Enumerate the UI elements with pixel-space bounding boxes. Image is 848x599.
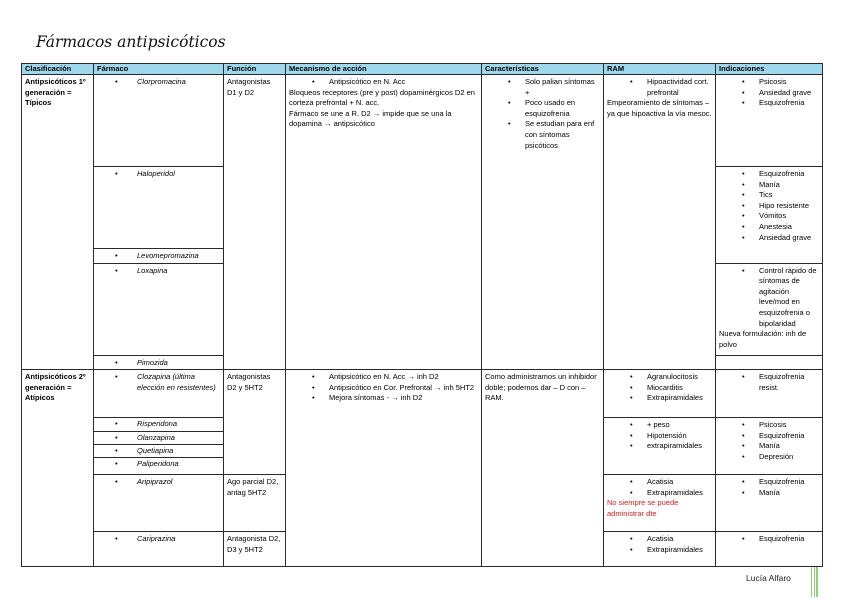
funcion-atipicos: Antagonistas D2 y 5HT2 — [224, 370, 286, 475]
list-item: • Ansiedad grave — [759, 88, 819, 99]
indicaciones-cell — [716, 418, 823, 475]
list-item: • Miocarditis — [647, 383, 712, 394]
author-name: Lucía Alfaro — [746, 573, 791, 583]
drug-pimozida: • Pimozida — [137, 358, 220, 369]
farmaco-cell — [94, 418, 224, 475]
list-item: • Antipsicótico en Cor. Prefrontal → inh 5HT2 — [329, 383, 478, 394]
funcion-aripiprazol: Ago parcial D2, antag 5HT2 — [224, 475, 286, 532]
table-row — [22, 370, 823, 418]
drug-olanzapina: • Olanzapina — [137, 432, 220, 444]
list-item: • Esquizofrenia — [759, 169, 819, 180]
drug-clorpromacina: • Clorpromacina — [137, 77, 220, 88]
list-item: • Agranulocitosis — [647, 372, 712, 383]
farmaco-cell — [94, 263, 224, 355]
ram-cell — [604, 370, 716, 418]
mecanismo-item: • Antipsicótico en N. Acc — [329, 77, 478, 88]
list-item: • Ansiedad grave — [759, 233, 819, 244]
ram-text: Empeoramiento de síntomas –ya que hipoactiva la vía mesoc. — [607, 98, 712, 118]
list-item: • Extrapiramidales — [647, 393, 712, 404]
list-item: • Hipo resistente — [759, 201, 819, 212]
ram-item: • Hipoactividad cort. prefrontal — [647, 77, 712, 98]
drug-haloperidol: • Haloperidol — [137, 169, 220, 180]
clasificacion-atipicos: Antipsicóticos 2º generación = Atípicos — [22, 370, 94, 567]
list-item: • Esquizofrenia — [759, 431, 819, 442]
drug-risperidona: • Risperidona — [137, 418, 220, 430]
drug-levomepromazina: • Levomepromazina — [137, 251, 220, 262]
drug-quetiapina: • Quetiapina — [137, 445, 220, 457]
clasificacion-tipicos: Antipsicóticos 1º generación = Típicos — [22, 75, 94, 370]
indicaciones-cell — [716, 75, 823, 167]
header-ram: RAM — [604, 64, 716, 75]
list-item: • Manía — [759, 441, 819, 452]
funcion-cariprazina: Antagonista D2, D3 y 5HT2 — [224, 532, 286, 567]
indicaciones-cell — [716, 263, 823, 355]
indicaciones-cell — [716, 167, 823, 264]
farmaco-cell — [94, 167, 224, 249]
warning-note: No siempre se puede administrar dte — [607, 498, 679, 518]
header-funcion: Función — [224, 64, 286, 75]
caracteristicas-atipicos: Como administramos un inhibidor doble; podemos dar – D con – RAM. — [482, 370, 604, 567]
indicaciones-note: Nueva formulación: inh de polvo — [719, 329, 807, 349]
list-item: • Esquizofrenia — [759, 477, 819, 488]
indicaciones-cell — [716, 355, 823, 370]
list-item: • Manía — [759, 180, 819, 191]
ram-cell — [604, 475, 716, 532]
drug-table — [21, 63, 823, 567]
list-item: • Depresión — [759, 452, 819, 463]
list-item: • Esquizofrenia — [759, 534, 819, 545]
header-caracteristicas: Características — [482, 64, 604, 75]
ram-tipicos — [604, 75, 716, 370]
drug-clozapina: • Clozapina (última elección en resistentes) — [137, 372, 220, 393]
ram-cell — [604, 418, 716, 475]
list-item: • Solo palian síntomas + — [525, 77, 600, 98]
header-clasificacion: Clasificación — [22, 64, 94, 75]
funcion-tipicos: Antagonistas D1 y D2 — [224, 75, 286, 370]
drug-aripiprazol: • Aripiprazol — [137, 477, 220, 488]
list-item: • Manía — [759, 488, 819, 499]
decorative-bars-icon — [811, 567, 818, 597]
list-item: • Se estudian para enf con síntomas psicóticos — [525, 119, 600, 151]
list-item: • Control rápido de síntomas de agitación leve/mod en esquizofrenia o bipolaridad — [759, 266, 819, 330]
list-item: • + peso — [647, 420, 712, 431]
list-item: • Esquizofrenia — [759, 98, 819, 109]
drug-loxapina: • Loxapina — [137, 266, 220, 277]
drug-paliperidona: • Paliperidona — [137, 458, 220, 470]
list-item: • Psicosis — [759, 420, 819, 431]
indicaciones-cell — [716, 475, 823, 532]
header-indicaciones: Indicaciones — [716, 64, 823, 75]
mecanismo-atipicos — [286, 370, 482, 567]
ram-cell — [604, 532, 716, 567]
list-item: • Poco usado en esquizofrenia — [525, 98, 600, 119]
caracteristicas-tipicos — [482, 75, 604, 370]
list-item: • Mejora síntomas - → inh D2 — [329, 393, 478, 404]
list-item: • Extrapiramidales — [647, 545, 712, 556]
farmaco-cell — [94, 75, 224, 167]
list-item: • Hipotensión — [647, 431, 712, 442]
list-item: • Tics — [759, 190, 819, 201]
farmaco-cell — [94, 532, 224, 567]
list-item: • Psicosis — [759, 77, 819, 88]
farmaco-cell — [94, 475, 224, 532]
drug-cariprazina: • Cariprazina — [137, 534, 220, 545]
list-item: • Acatisia — [647, 534, 712, 545]
page-title: Fármacos antipsicóticos — [36, 33, 226, 51]
list-item: • Anestesia — [759, 222, 819, 233]
header-farmaco: Fármaco — [94, 64, 224, 75]
mecanismo-text: Fármaco se une a R. D2 → impide que se una la dopamina → antipsicótico — [289, 108, 452, 129]
table-row — [22, 75, 823, 167]
mecanismo-tipicos — [286, 75, 482, 370]
farmaco-cell — [94, 370, 224, 418]
indicaciones-cell — [716, 370, 823, 418]
farmaco-cell — [94, 249, 224, 264]
mecanismo-text: Bloqueos receptores (pre y post) dopaminérgicos D2 en corteza prefrontal + N. acc. — [289, 87, 475, 108]
list-item: • extrapiramidales — [647, 441, 712, 452]
list-item: • Acatisia — [647, 477, 712, 488]
farmaco-cell — [94, 355, 224, 370]
list-item: • Esquizofrenia resist. — [759, 372, 819, 393]
header-mecanismo: Mecanismo de acción — [286, 64, 482, 75]
indicaciones-cell — [716, 532, 823, 567]
table-header-row — [22, 64, 823, 75]
list-item: • Vómitos — [759, 211, 819, 222]
list-item: • Extrapiramidales — [647, 488, 712, 499]
list-item: • Antipsicótico en N. Acc → inh D2 — [329, 372, 478, 383]
